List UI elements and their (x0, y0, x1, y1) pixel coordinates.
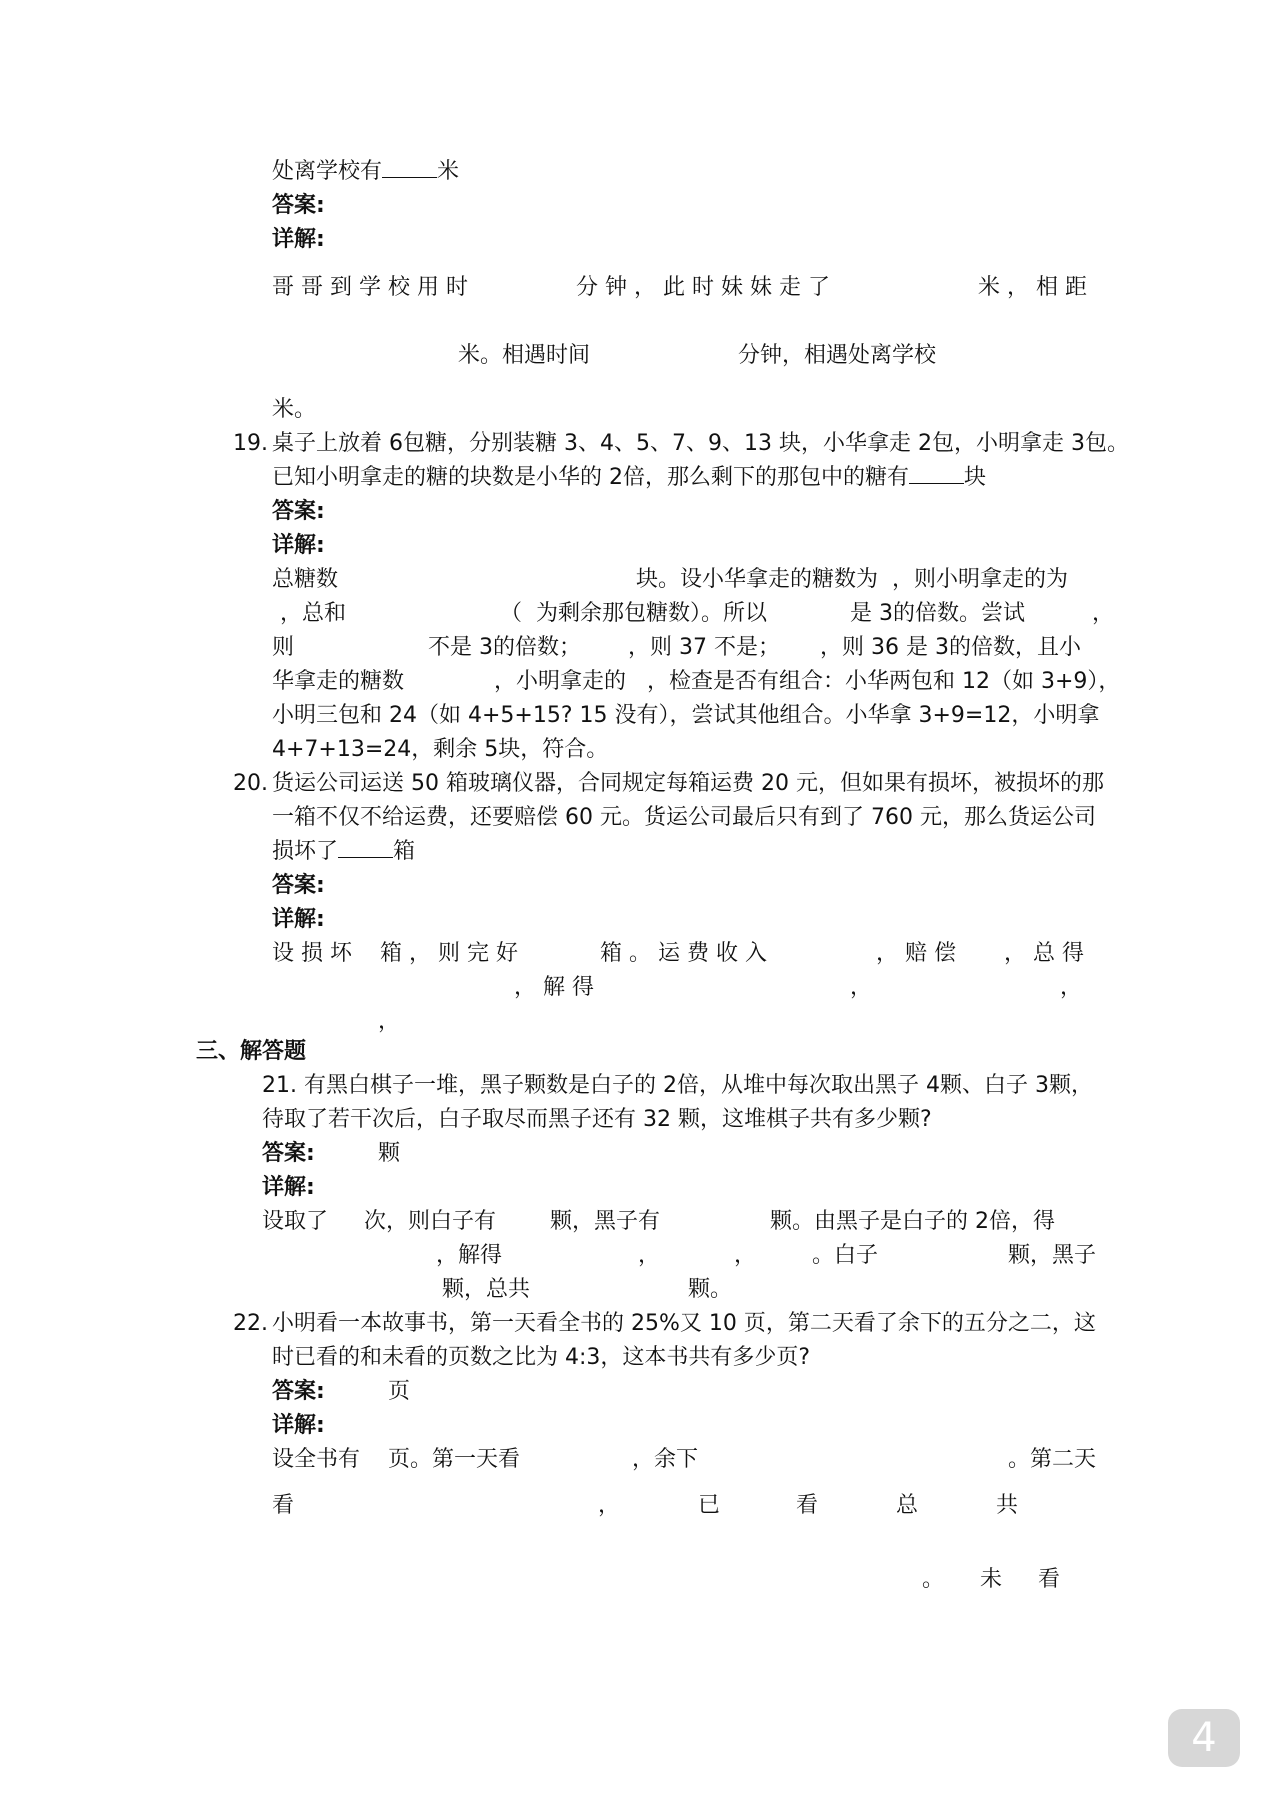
q19-detail-2c: 是 3的倍数。尝试 (850, 601, 1025, 626)
q22-stem-line1: 小明看一本故事书，第一天看全书的 25%又 10 页，第二天看了余下的五分之二，这 (272, 1311, 1096, 1336)
answer-blank (338, 837, 393, 858)
q20-detail-1d: ， 赔 偿 (876, 941, 956, 966)
q21-detail-1d: 颗。由黑子是白子的 2倍，得 (770, 1209, 1055, 1234)
q21-detail-2c: ， (734, 1243, 757, 1268)
q22-detail-1a: 设全书有 (272, 1447, 361, 1472)
q21-detail-3a: 颗，总共 (442, 1277, 531, 1302)
q19-stem-line2: 已知小明拿走的糖的块数是小华的 2倍，那么剩下的那包中的糖有 块 (272, 465, 987, 490)
q21-detail-2e: 颗，黑子 (1008, 1243, 1097, 1268)
q18-detail-2a: 米。相遇时间 (458, 343, 591, 368)
q19-detail-4a: 华拿走的糖数 (272, 669, 405, 694)
q22-detail-2a: 看 (272, 1493, 295, 1518)
q22-detail-1d: 。第二天 (1008, 1447, 1097, 1472)
q20-answer-label: 答案: (272, 873, 325, 898)
q22-detail-label: 详解: (272, 1413, 325, 1438)
q18-answer-label: 答案: (272, 193, 325, 218)
q20-detail-3: ， (378, 1009, 401, 1034)
q18-detail-1b: 分 钟 ， 此 时 妹 妹 走 了 (576, 275, 830, 300)
q19-detail-3a: 则 (272, 635, 295, 660)
q21-answer-label: 答案: (262, 1141, 315, 1166)
q22-detail-3b: 未 (980, 1567, 1003, 1592)
q22-detail-2d: 看 (796, 1493, 819, 1518)
q20-stem-line2: 一箱不仅不给运费，还要赔偿 60 元。货运公司最后只有到了 760 元，那么货运公司 (272, 805, 1096, 830)
q19-detail-label: 详解: (272, 533, 325, 558)
q20-detail-1b: 箱 ， 则 完 好 (380, 941, 518, 966)
q21-detail-2b: ， (638, 1243, 661, 1268)
q19-detail-2b: （ 为剩余那包糖数）。所以 (500, 601, 767, 626)
q19-detail-3b: 不是 3的倍数； (428, 635, 581, 660)
q20-detail-1c: 箱 。 运 费 收 入 (600, 941, 767, 966)
q20-detail-2a: ， 解 得 (514, 975, 594, 1000)
q21-answer-unit: 颗 (378, 1141, 401, 1166)
section-title-solve: 三、解答题 (196, 1039, 307, 1064)
q20-detail-2b: ， (850, 975, 873, 1000)
q22-detail-2f: 共 (996, 1493, 1019, 1518)
q19-detail-6: 4+7+13=24，剩余 5块，符合。 (272, 737, 609, 762)
q19-detail-3c: ，则 37 不是； (628, 635, 780, 660)
q20-detail-1e: ， 总 得 (1004, 941, 1084, 966)
q20-stem-line1: 货运公司运送 50 箱玻璃仪器，合同规定每箱运费 20 元，但如果有损坏，被损坏的那 (272, 771, 1104, 796)
q22-detail-2b: ， (598, 1493, 621, 1518)
q22-detail-2e: 总 (896, 1493, 919, 1518)
q19-detail-1b: 块。设小华拿走的糖数为 ，则小明拿走的为 (636, 567, 1068, 592)
q22-detail-3c: 看 (1038, 1567, 1061, 1592)
q20-detail-1a: 设 损 坏 (272, 941, 352, 966)
q22-answer-unit: 页 (388, 1379, 411, 1404)
page-number-badge: 4 (1168, 1709, 1240, 1767)
q20-detail-2c: ， (1060, 975, 1083, 1000)
q19-detail-4b: ，小明拿走的 ，检查是否有组合：小华两包和 12（如 3+9）， (494, 669, 1121, 694)
q21-detail-1b: 次，则白子有 (364, 1209, 497, 1234)
q19-detail-2d: ， (1092, 601, 1115, 626)
q19-answer-label: 答案: (272, 499, 325, 524)
q21-detail-1a: 设取了 (262, 1209, 329, 1234)
q21-detail-2a: ，解得 (436, 1243, 503, 1268)
q21-detail-2d: 。白子 (812, 1243, 879, 1268)
q21-stem-line2: 待取了若干次后，白子取尽而黑子还有 32 颗，这堆棋子共有多少颗? (262, 1107, 932, 1132)
q19-stem-line1: 桌子上放着 6包糖，分别装糖 3、4、5、7、9、13 块，小华拿走 2包，小明拿走 3包。 (272, 431, 1129, 456)
q22-detail-1c: ，余下 (632, 1447, 699, 1472)
q18-detail-2b: 分钟，相遇处离学校 (738, 343, 937, 368)
q20-stem-line3: 损坏了 箱 (272, 839, 416, 864)
q19-number: 19. (233, 431, 268, 456)
q22-number: 22. (233, 1311, 268, 1336)
q18-stem-tail: 处离学校有 米 (272, 159, 460, 184)
q22-answer-label: 答案: (272, 1379, 325, 1404)
answer-blank (909, 463, 964, 484)
q19-detail-2a: ，总和 (280, 601, 347, 626)
q21-detail-3b: 颗。 (688, 1277, 733, 1302)
q21-detail-1c: 颗，黑子有 (550, 1209, 661, 1234)
q18-detail-1c: 米 ， 相 距 (978, 275, 1087, 300)
q18-detail-3: 米。 (272, 397, 317, 422)
q19-detail-5: 小明三包和 24（如 4+5+15? 15 没有），尝试其他组合。小华拿 3+9=12，小明拿 (272, 703, 1100, 728)
q18-detail-label: 详解: (272, 227, 325, 252)
q21-detail-label: 详解: (262, 1175, 315, 1200)
q22-detail-1b: 页。第一天看 (388, 1447, 521, 1472)
q18-detail-1a: 哥 哥 到 学 校 用 时 (272, 275, 468, 300)
q22-detail-3a: 。 (922, 1567, 945, 1592)
q19-detail-1a: 总糖数 (272, 567, 339, 592)
q20-detail-label: 详解: (272, 907, 325, 932)
q22-detail-2c: 已 (698, 1493, 721, 1518)
answer-blank (382, 157, 437, 178)
q22-stem-line2: 时已看的和未看的页数之比为 4:3，这本书共有多少页? (272, 1345, 811, 1370)
q20-number: 20. (233, 771, 268, 796)
q19-detail-3d: ，则 36 是 3的倍数，且小 (820, 635, 1081, 660)
q21-stem-line1: 21. 有黑白棋子一堆，黑子颗数是白子的 2倍，从堆中每次取出黑子 4颗、白子 3颗， (262, 1073, 1093, 1098)
